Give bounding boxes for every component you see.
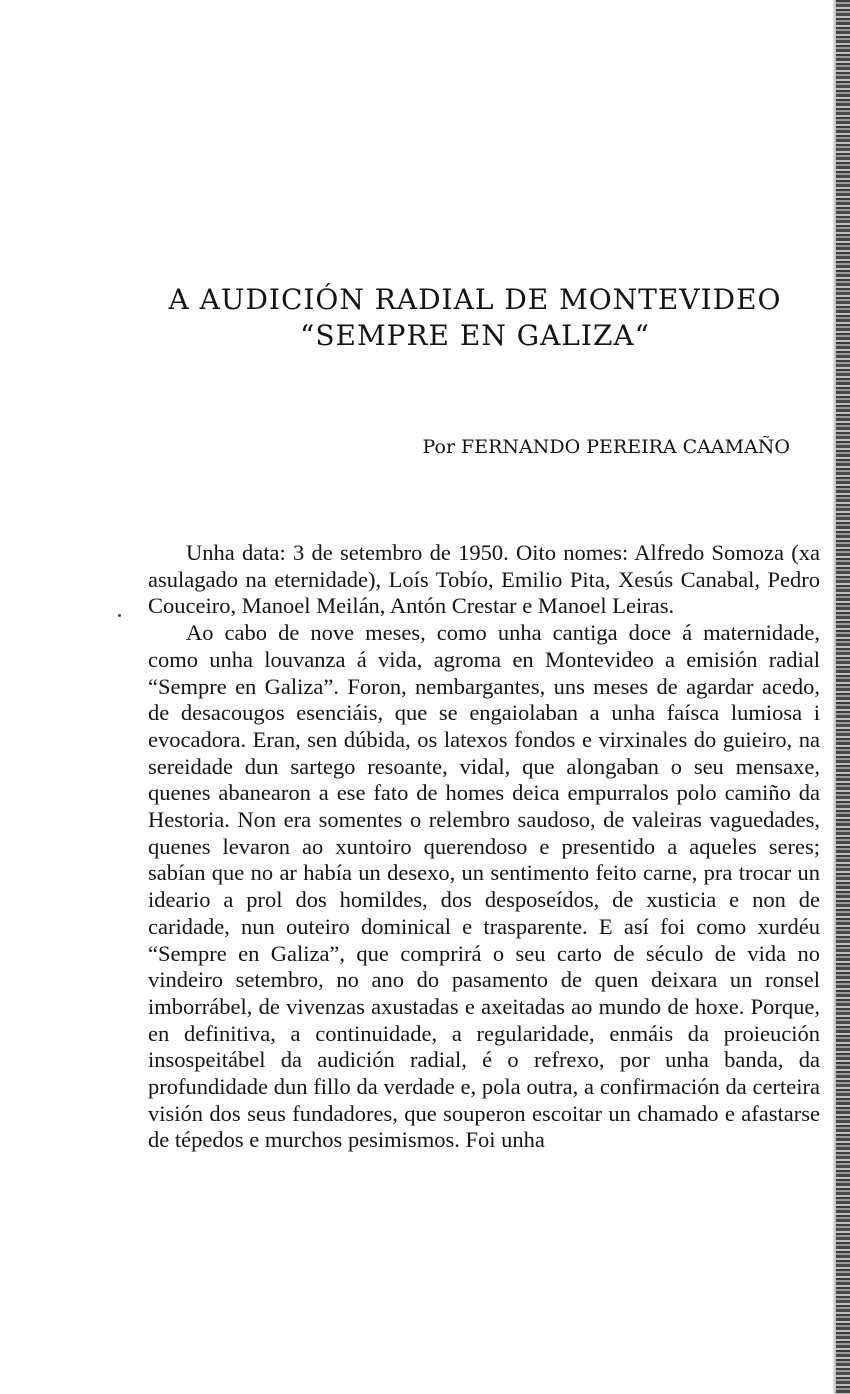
article-byline: Por FERNANDO PEREIRA CAAMAÑO	[422, 436, 790, 458]
article-body	[148, 540, 820, 1154]
page-edge-shadow	[836, 0, 850, 1394]
paragraph-1: Unha data: 3 de setembro de 1950. Oito nomes: Alfredo Somoza (xa asulagado na eternidade), Loís Tobío, Emilio Pita, Xesús Canabal, Pedro Couceiro, Manoel Meilán, Antón Crestar e Manoel Leiras.	[148, 540, 820, 619]
article-title-line-1: A AUDICIÓN RADIAL DE MONTEVIDEO	[168, 283, 782, 316]
article-title	[150, 282, 800, 354]
paragraph-2: Ao cabo de nove meses, como unha cantiga doce á maternidade, como unha louvanza á vida, agroma en Montevideo a emisión radial “Sempre en Galiza”. Foron, nembargantes, uns meses de agardar acedo, de desacougos esenciáis, que se engaiolaban a unha faísca lumiosa i evocadora. Eran, sen dúbida, os latexos fondos e virxinales do guieiro, na sereidade dun sartego resoante, vidal, que alongaban o seu mensaxe, quenes abanearon a ese fato de homes deica empurralos polo camiño da Hestoria. Non era somentes o relembro saudoso, de valeiras vaguedades, quenes levaron ao xuntoiro querendoso e presentido a aqueles seres; sabían que no ar había un desexo, un sentimento feito carne, pra trocar un ideario a prol dos homildes, dos desposeídos, de xusticia e non de caridade, nun outeiro dominical e trasparente. E así foi como xurdéu “Sempre en Galiza”, que comprirá o seu carto de século de vida no vindeiro setembro, no ano do pasamento de quen deixara un ronsel imborrábel, de vivenzas axustadas e axeitadas ao mundo de hoxe. Porque, en definitiva, a continuidade, a regularidade, enmáis da proieución insospeitábel da audición radial, é o refrexo, por unha banda, da profundidade dun fillo da verdade e, pola outra, a confirmación da certeira visión dos seus fundadores, que souperon escoitar un chamado e afastarse de tépedos e murchos pesimismos. Foi unha	[148, 620, 820, 1153]
print-speck	[118, 614, 121, 617]
article-title-line-2: “SEMPRE EN GALIZA“	[300, 319, 650, 352]
